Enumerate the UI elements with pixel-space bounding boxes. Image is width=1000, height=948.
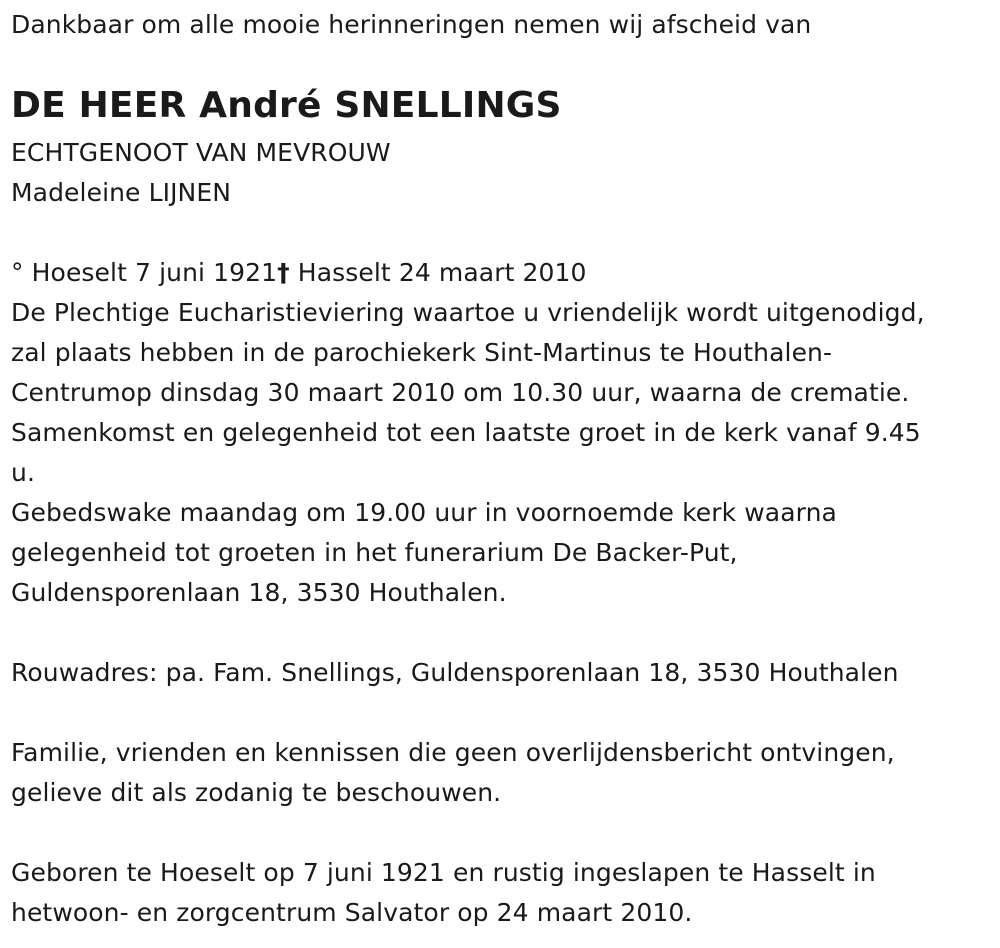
- ceremony-line: Centrumop dinsdag 30 maart 2010 om 10.30 uur, waarna de crematie.: [11, 378, 910, 407]
- geboren-line: Geboren te Hoeselt op 7 juni 1921 en rustig ingeslapen te Hasselt in: [11, 858, 876, 887]
- ceremony-line: u.: [11, 458, 35, 487]
- spouse-line-1: ECHTGENOOT VAN MEVROUW: [11, 138, 391, 167]
- rouwadres-block: [11, 653, 899, 693]
- ceremony-line: gelegenheid tot groeten in het funerarium De Backer-Put,: [11, 538, 738, 567]
- intro-text: Dankbaar om alle mooie herinneringen nemen wij afscheid van: [11, 10, 812, 39]
- death-info: Hasselt 24 maart 2010: [289, 258, 587, 287]
- life-dates-line: [11, 253, 925, 293]
- spouse-line-2: Madeleine LIJNEN: [11, 178, 232, 207]
- spouse-block: [11, 133, 391, 213]
- ceremony-line: Gebedswake maandag om 19.00 uur in voornoemde kerk waarna: [11, 498, 837, 527]
- rouwadres-line: Rouwadres: pa. Fam. Snellings, Guldensporenlaan 18, 3530 Houthalen: [11, 658, 899, 687]
- cross-icon: †: [277, 258, 290, 287]
- familie-line: Familie, vrienden en kennissen die geen overlijdensbericht ontvingen,: [11, 738, 895, 767]
- birth-info: ° Hoeselt 7 juni 1921: [11, 258, 278, 287]
- familie-line: gelieve dit als zodanig te beschouwen.: [11, 778, 502, 807]
- deceased-name: DE HEER André SNELLINGS: [11, 85, 562, 126]
- geboren-line: hetwoon- en zorgcentrum Salvator op 24 maart 2010.: [11, 898, 693, 927]
- dates-and-ceremony-block: [11, 253, 925, 613]
- geboren-block: [11, 853, 876, 933]
- ceremony-line: zal plaats hebben in de parochiekerk Sint-Martinus te Houthalen-: [11, 338, 833, 367]
- familie-block: [11, 733, 895, 813]
- ceremony-line: De Plechtige Eucharistieviering waartoe u vriendelijk wordt uitgenodigd,: [11, 298, 925, 327]
- ceremony-line: Samenkomst en gelegenheid tot een laatste groet in de kerk vanaf 9.45: [11, 418, 921, 447]
- ceremony-line: Guldensporenlaan 18, 3530 Houthalen.: [11, 578, 507, 607]
